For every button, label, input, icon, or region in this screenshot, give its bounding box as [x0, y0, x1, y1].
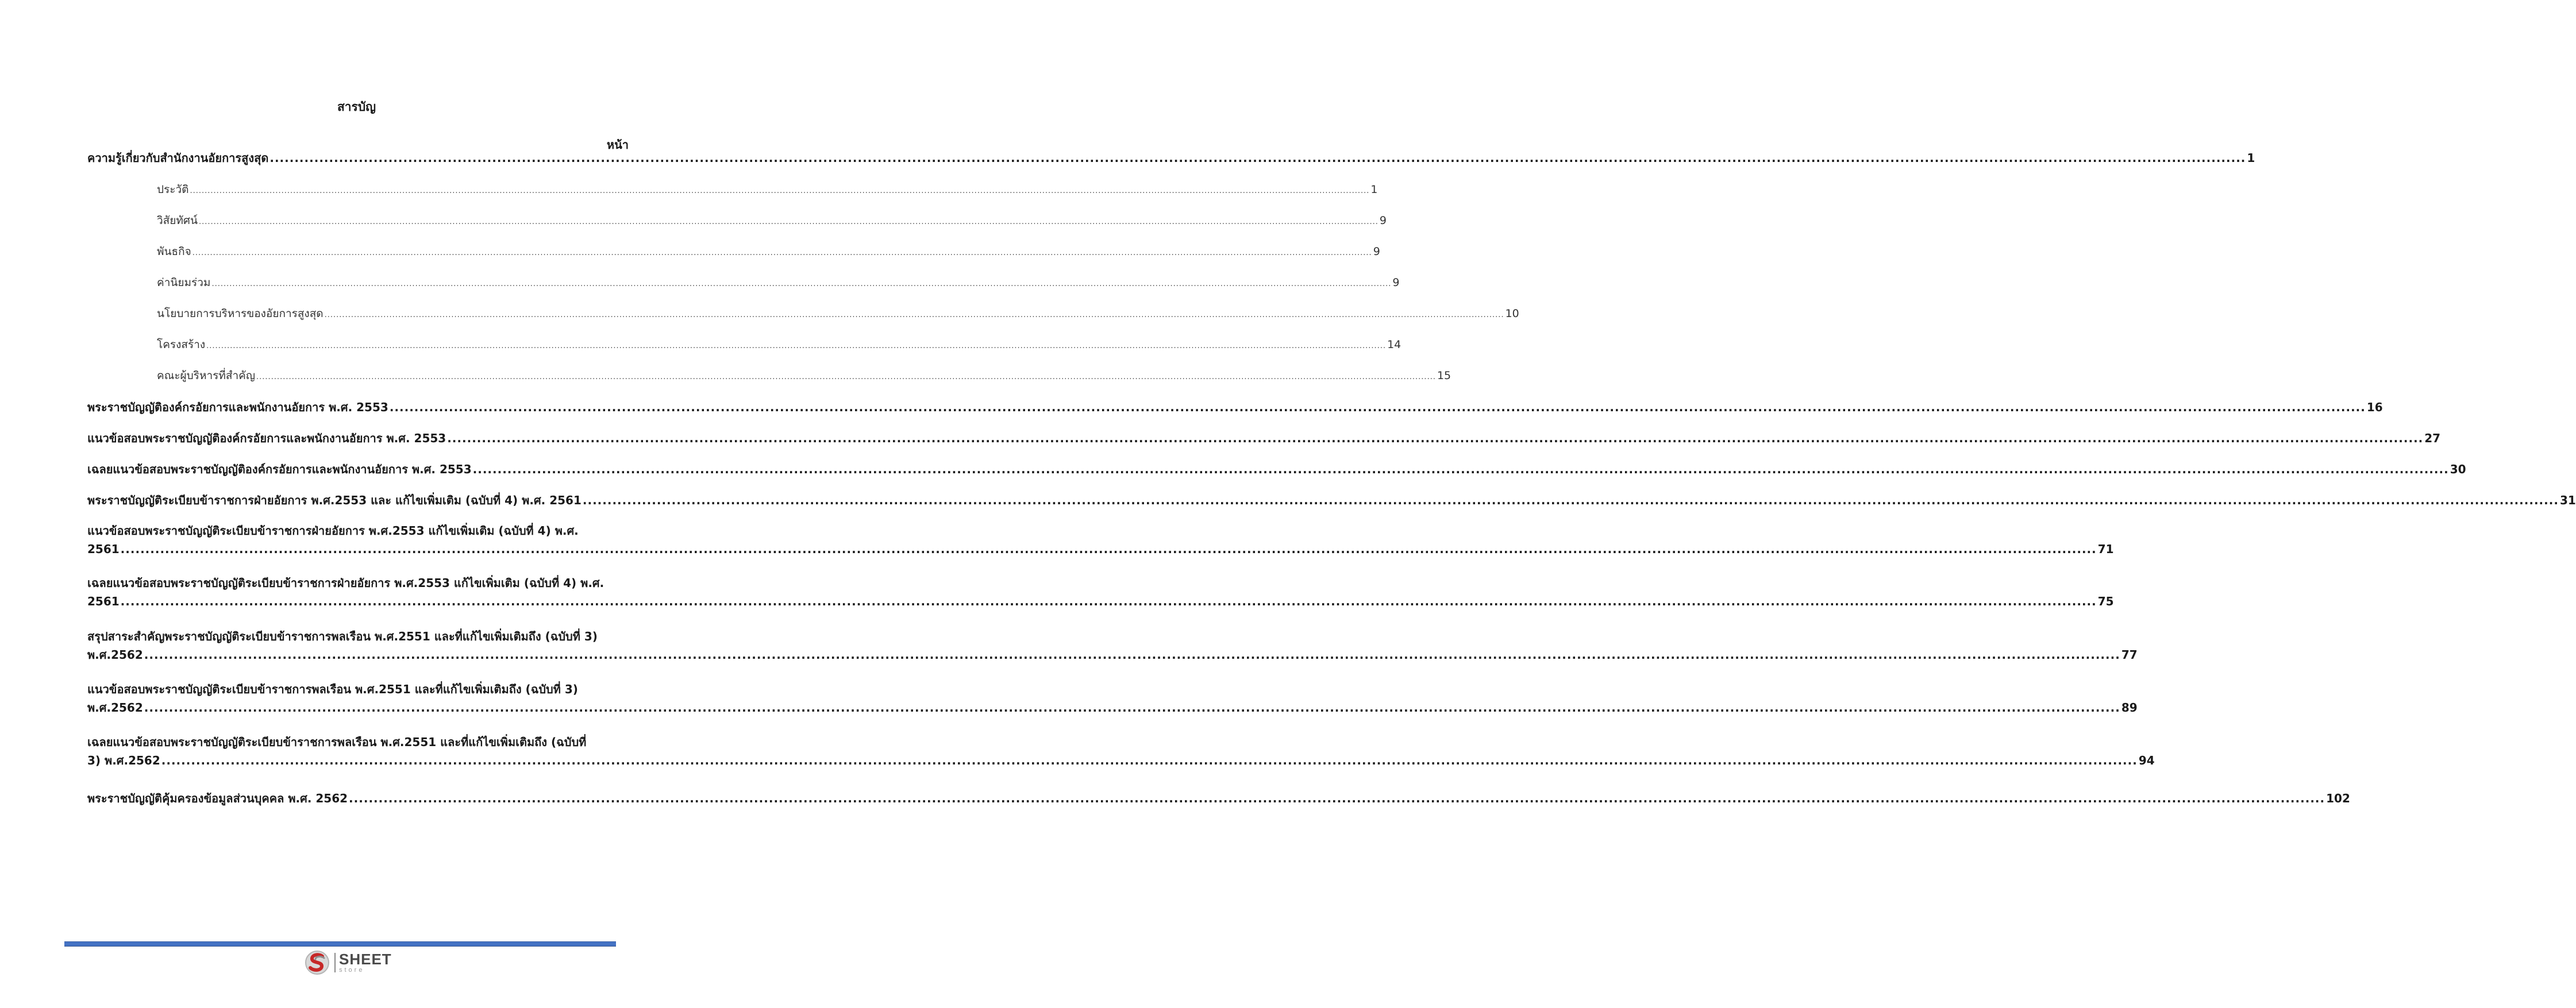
logo-brand-text: SHEET: [339, 951, 392, 968]
toc-entry-label-continued: พ.ศ.2562: [87, 701, 143, 715]
dot-leader: ................................................................................................................................................................................................................................................................................................................................................................................................................: [349, 791, 2325, 805]
toc-entry[interactable]: [87, 151, 2255, 165]
toc-subentry[interactable]: [157, 307, 1519, 322]
toc-entry-label: เฉลยแนวข้อสอบพระราชบัญญัติระเบียบข้าราชการพลเรือน พ.ศ.2551 และที่แก้ไขเพิ่มเติมถึง (ฉบับที่: [87, 735, 587, 749]
toc-entry-label: พระราชบัญญัติองค์กรอัยการและพนักงานอัยการ พ.ศ. 2553: [87, 400, 388, 414]
toc-entry-page: 102: [2326, 791, 2350, 805]
toc-entry-page: 16: [2366, 400, 2383, 414]
toc-entry[interactable]: [87, 524, 2114, 556]
toc-entry-label: ค่านิยมร่วม: [157, 276, 211, 289]
toc-entry[interactable]: [87, 400, 2383, 414]
toc-entry-label-continued: 2561: [87, 594, 120, 608]
toc-subentry[interactable]: [157, 338, 1401, 353]
toc-entry-page: 27: [2424, 431, 2441, 445]
toc-entry-label: แนวข้อสอบพระราชบัญญัติระเบียบข้าราชการพลเรือน พ.ศ.2551 และที่แก้ไขเพิ่มเติมถึง (ฉบับที่ 3): [87, 682, 578, 696]
logo-wordmark: [339, 952, 392, 974]
toc-entry-page: 31: [2559, 493, 2576, 507]
dot-leader: ................................................................................................................................................................................................................................................................................................................................................................................................................: [120, 594, 2097, 608]
toc-entry-page: 15: [1437, 369, 1451, 382]
dot-leader: ................................................................................................................................................................................................................................................................................................................................................................................................................: [472, 462, 2449, 476]
toc-entry-page: 9: [1373, 245, 1380, 258]
toc-subentry[interactable]: [157, 276, 1400, 291]
toc-entry[interactable]: [87, 431, 2441, 445]
toc-entry[interactable]: [87, 629, 2138, 662]
toc-entry[interactable]: [87, 735, 2155, 767]
toc-entry[interactable]: [87, 682, 2138, 715]
toc-entry-page: 9: [1379, 214, 1387, 227]
dot-leader: ................................................................................................................................................................................................................................................................................................................................................................................................................: [206, 342, 1387, 350]
toc-entry[interactable]: [87, 791, 2350, 805]
toc-entry-label-continued: พ.ศ.2562: [87, 648, 143, 662]
logo-separator: [334, 953, 336, 972]
toc-entry[interactable]: [87, 462, 2466, 476]
toc-entry-page: 1: [2247, 151, 2255, 165]
toc-title: สารบัญ: [337, 100, 376, 114]
toc-subentry[interactable]: [157, 369, 1451, 384]
toc-subentry[interactable]: [157, 214, 1387, 229]
toc-entry-label: ประวัติ: [157, 183, 189, 196]
toc-entry-page: 30: [2450, 462, 2466, 476]
toc-entry-label: ความรู้เกี่ยวกับสำนักงานอัยการสูงสุด: [87, 151, 269, 165]
dot-leader: ................................................................................................................................................................................................................................................................................................................................................................................................................: [389, 400, 2366, 414]
dot-leader: ................................................................................................................................................................................................................................................................................................................................................................................................................: [211, 280, 1392, 288]
toc-entry-label-continued: 2561: [87, 542, 120, 556]
toc-entry-label: เฉลยแนวข้อสอบพระราชบัญญัติองค์กรอัยการและพนักงานอัยการ พ.ศ. 2553: [87, 462, 472, 476]
toc-entry-label-continued: 3) พ.ศ.2562: [87, 754, 160, 767]
dot-leader: ................................................................................................................................................................................................................................................................................................................................................................................................................: [256, 373, 1436, 381]
page-column-heading: หน้า: [606, 138, 629, 152]
toc-entry-page: 89: [2121, 701, 2138, 715]
toc-entry-label: แนวข้อสอบพระราชบัญญัติระเบียบข้าราชการฝ่ายอัยการ พ.ศ.2553 แก้ไขเพิ่มเติม (ฉบับที่ 4) พ.ศ.: [87, 524, 579, 538]
toc-entry-page: 71: [2097, 542, 2114, 556]
logo-brand-subtext: store: [339, 967, 365, 974]
toc-entry[interactable]: [87, 576, 2114, 608]
toc-entry-label: นโยบายการบริหารของอัยการสูงสุด: [157, 307, 324, 320]
toc-entry-page: 10: [1505, 307, 1519, 320]
sheet-store-logo: [305, 949, 392, 976]
dot-leader: ................................................................................................................................................................................................................................................................................................................................................................................................................: [192, 249, 1372, 257]
toc-entry[interactable]: [87, 493, 2576, 507]
sheet-store-logo-icon: [305, 949, 332, 976]
footer-divider-bar: [64, 941, 616, 947]
dot-leader: ................................................................................................................................................................................................................................................................................................................................................................................................................: [324, 311, 1504, 319]
dot-leader: ................................................................................................................................................................................................................................................................................................................................................................................................................: [582, 493, 2559, 507]
toc-entry-label: คณะผู้บริหารที่สำคัญ: [157, 369, 256, 382]
toc-entry-label: วิสัยทัศน์: [157, 214, 198, 227]
toc-entry-page: 94: [2138, 754, 2155, 767]
dot-leader: ................................................................................................................................................................................................................................................................................................................................................................................................................: [144, 648, 2120, 662]
dot-leader: ................................................................................................................................................................................................................................................................................................................................................................................................................: [269, 151, 2246, 165]
toc-entry-label: สรุปสาระสำคัญพระราชบัญญัติระเบียบข้าราชการพลเรือน พ.ศ.2551 และที่แก้ไขเพิ่มเติมถึง (ฉบับที่ 3): [87, 629, 598, 643]
toc-subentry[interactable]: [157, 183, 1378, 198]
dot-leader: ................................................................................................................................................................................................................................................................................................................................................................................................................: [161, 754, 2138, 767]
toc-entry-label: แนวข้อสอบพระราชบัญญัติองค์กรอัยการและพนักงานอัยการ พ.ศ. 2553: [87, 431, 446, 445]
dot-leader: ................................................................................................................................................................................................................................................................................................................................................................................................................: [447, 431, 2424, 445]
toc-entry-label: พระราชบัญญัติคุ้มครองข้อมูลส่วนบุคคล พ.ศ. 2562: [87, 791, 348, 805]
toc-entry-label: เฉลยแนวข้อสอบพระราชบัญญัติระเบียบข้าราชการฝ่ายอัยการ พ.ศ.2553 แก้ไขเพิ่มเติม (ฉบับที่ 4) พ.ศ.: [87, 576, 604, 590]
toc-entry-page: 75: [2097, 594, 2114, 608]
toc-entry-label: พระราชบัญญัติระเบียบข้าราชการฝ่ายอัยการ พ.ศ.2553 และ แก้ไขเพิ่มเติม (ฉบับที่ 4) พ.ศ. 2561: [87, 493, 582, 507]
toc-entry-page: 9: [1392, 276, 1400, 289]
toc-entry-label: พันธกิจ: [157, 245, 191, 258]
toc-subentry[interactable]: [157, 245, 1380, 260]
dot-leader: ................................................................................................................................................................................................................................................................................................................................................................................................................: [190, 187, 1370, 195]
toc-entry-page: 77: [2121, 648, 2138, 662]
toc-entry-page: 1: [1370, 183, 1378, 196]
toc-entry-label: โครงสร้าง: [157, 338, 206, 351]
dot-leader: ................................................................................................................................................................................................................................................................................................................................................................................................................: [120, 542, 2097, 556]
toc-entry-page: 14: [1387, 338, 1401, 351]
dot-leader: ................................................................................................................................................................................................................................................................................................................................................................................................................: [198, 218, 1379, 226]
dot-leader: ................................................................................................................................................................................................................................................................................................................................................................................................................: [144, 701, 2120, 715]
